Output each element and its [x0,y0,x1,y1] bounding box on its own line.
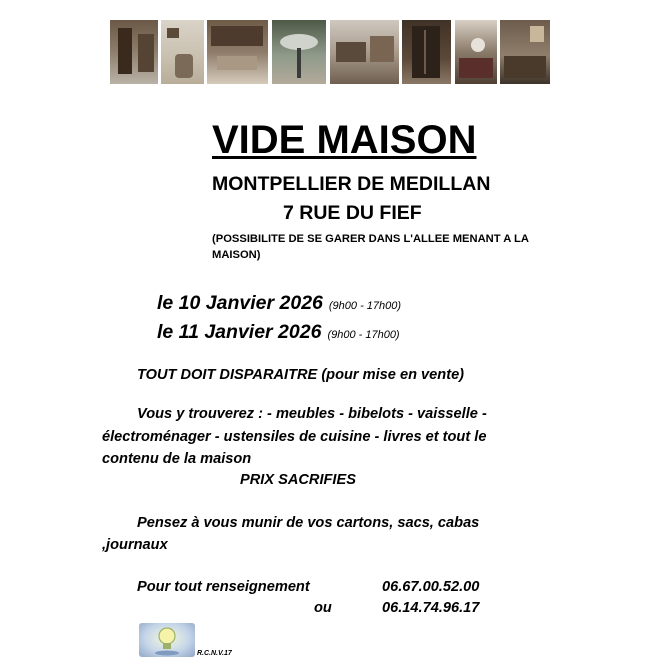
date-line-2 [157,321,400,344]
page-title: VIDE MAISON [212,118,477,162]
photo-wardrobe [402,20,451,84]
or-label: ou [314,600,332,616]
photo-kitchen [207,20,268,84]
street-address: 7 RUE DU FIEF [283,202,422,224]
photo-stairs-room [455,20,497,84]
photo-cabinet-room [110,20,158,84]
footer-tag: R.C.N.V.17 [197,650,232,657]
items-line-3: contenu de la maison [102,451,252,467]
footer-logo [139,623,195,657]
date-label: le 11 Janvier 2026 [157,321,322,343]
date-line-1 [157,292,401,315]
phone-number-2: 06.14.74.96.17 [382,600,480,616]
town-name: MONTPELLIER DE MEDILLAN [212,173,491,195]
photo-dresser [500,20,550,84]
date-hours: (9h00 - 17h00) [328,300,402,312]
lightbulb-icon [139,623,195,657]
phone-number-1: 06.67.00.52.00 [382,579,480,595]
contact-label: Pour tout renseignement [137,579,310,595]
date-hours: (9h00 - 17h00) [327,329,400,341]
bring-boxes-line-1: Pensez à vous munir de vos cartons, sacs, cabas [137,515,480,531]
photo-living-room [330,20,399,84]
items-line-1: Vous y trouverez : - meubles - bibelots - vaisselle - [137,406,487,422]
bring-boxes-line-2: ,journaux [102,537,168,553]
photo-round-table [272,20,326,84]
everything-goes-text: TOUT DOIT DISPARAITRE (pour mise en vente) [137,367,465,383]
photo-dining-room [161,20,204,84]
prices-text: PRIX SACRIFIES [240,472,356,488]
parking-note: (POSSIBILITE DE SE GARER DANS L'ALLEE MENANT A LA MAISON) [212,233,529,261]
items-line-2: électroménager - ustensiles de cuisine - livres et tout le [102,429,487,445]
date-label: le 10 Janvier 2026 [157,292,323,314]
